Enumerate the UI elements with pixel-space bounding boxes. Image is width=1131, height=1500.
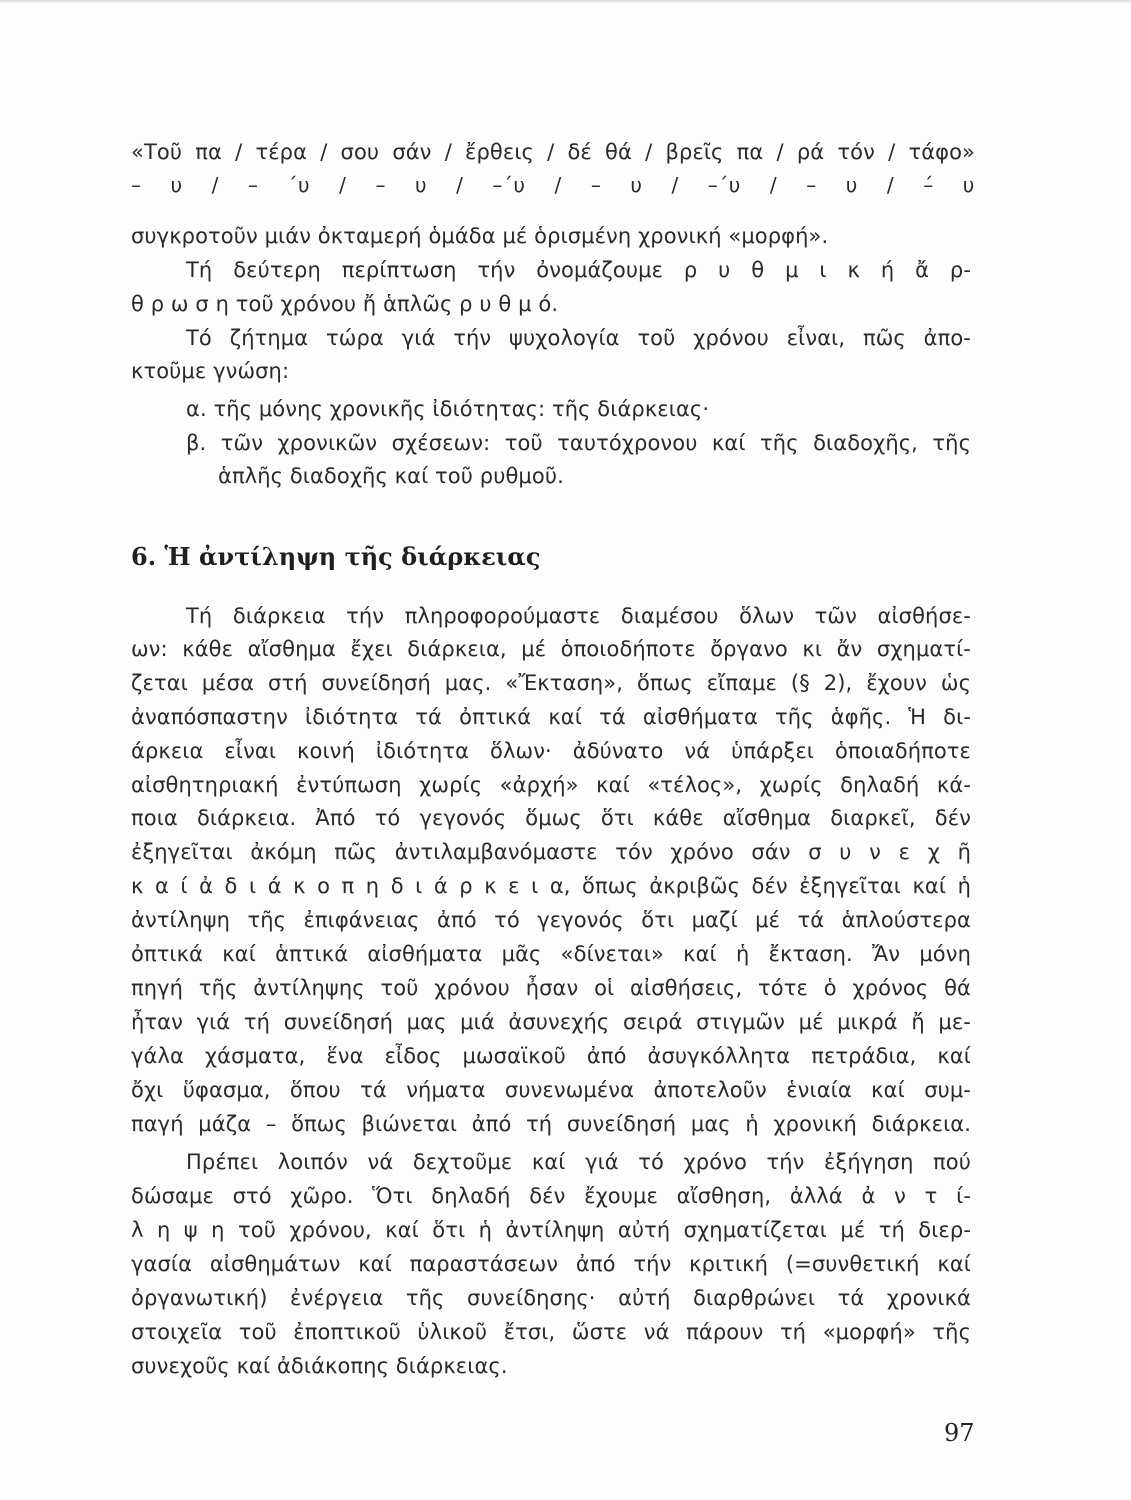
text-line: λ η ψ η τοῦ χρόνου, καί ὅτι ἡ ἀντίληψη αὐτή σχηματίζεται μέ τή διερ- <box>131 1218 971 1242</box>
text-line: ζεται μέσα στή συνείδησή μας. «Ἔκταση», ὅπως εἴπαμε (§ 2), ἔχουν ὡς <box>131 671 971 695</box>
scansion-mark: υ <box>962 173 975 197</box>
text-line: συνεχοῦς καί ἀδιάκοπης διάρκειας. <box>131 1354 508 1378</box>
scansion-mark: / <box>671 173 679 197</box>
scansion-mark: ΄υ <box>287 173 311 197</box>
text-line: Πρέπει λοιπόν νά δεχτοῦμε καί γιά τό χρόνο τήν ἐξήγηση πού <box>186 1150 971 1174</box>
text-line: παγή μάζα – ὅπως βιώνεται ἀπό τή συνείδησή μας ἡ χρονική διάρκεια. <box>131 1112 971 1136</box>
list-item-a: α. τῆς μόνης χρονικῆς ἰδιότητας: τῆς διάρκειας· <box>186 397 710 421</box>
scansion-mark: – <box>806 173 817 197</box>
list-item-b: β. τῶν χρονικῶν σχέσεων: τοῦ ταυτόχρονου καί τῆς διαδοχῆς, τῆς <box>186 431 971 455</box>
scansion-mark: – <box>590 173 602 197</box>
scansion-mark: υ <box>170 173 183 197</box>
scansion-mark: –΄υ <box>492 173 526 197</box>
text-line: γάλα χάσματα, ἕνα εἶδος μωσαϊκοῦ ἀπό ἀσυγκόλλητα πετράδια, καί <box>131 1044 971 1068</box>
text-line: ἦταν γιά τή συνείδησή μας μιά ἀσυνεχής σειρά στιγμῶν μέ μικρά ἤ με- <box>131 1010 971 1034</box>
scansion-mark: / <box>339 173 347 197</box>
scansion-mark: / <box>211 173 219 197</box>
scansion-mark: υ <box>845 173 858 197</box>
text-line: στοιχεῖα τοῦ ἐποπτικοῦ ὑλικοῦ ἔτσι, ὥστε νά πάρουν τή «μορφή» τῆς <box>131 1320 971 1344</box>
scansion-mark: – <box>131 173 142 197</box>
text-line: ὄχι ὕφασμα, ὅπου τά νήματα συνενωμένα ἀποτελοῦν ἑνιαία καί συμ- <box>131 1078 971 1102</box>
text-line: Τή δεύτερη περίπτωση τήν ὀνομάζουμε ρ υ θ μ ι κ ή ἄ ρ- <box>186 258 971 282</box>
text-line: πηγή τῆς ἀντίληψης τοῦ χρόνου ἦσαν οἱ αἰσθήσεις, τότε ὁ χρόνος θά <box>131 976 971 1000</box>
text-line: ὀπτικά καί ἁπτικά αἰσθήματα μᾶς «δίνεται» καί ἡ ἔκταση. Ἄν μόνη <box>131 942 971 966</box>
section-heading: 6. Ἡ ἀντίληψη τῆς διάρκειας <box>131 542 541 571</box>
scansion-mark: υ <box>414 173 428 197</box>
text-line: ἀναπόσπαστην ἰδιότητα τά ὀπτικά καί τά αἰσθήματα τῆς ἁφῆς. Ἡ δι- <box>131 705 971 729</box>
text-line: Τό ζήτημα τώρα γιά τήν ψυχολογία τοῦ χρόνου εἶναι, πῶς ἀπο- <box>186 326 971 350</box>
text-line: αἰσθητηριακή ἐντύπωση χωρίς «ἀρχή» καί «τέλος», χωρίς δηλαδή κά- <box>131 773 971 797</box>
text-line: συγκροτοῦν μιάν ὀκταμερή ὁμάδα μέ ὁρισμένη χρονική «μορφή». <box>131 224 829 248</box>
scansion-mark: / <box>456 173 464 197</box>
metrical-scansion <box>131 170 975 200</box>
text-line: κτοῦμε γνώση: <box>131 359 290 383</box>
scansion-mark: –́ <box>923 173 934 197</box>
text-line: ων: κάθε αἴσθημα ἔχει διάρκεια, μέ ὁποιοδήποτε ὄργανο κι ἄν σχηματί- <box>131 637 971 661</box>
text-line: θ ρ ω σ η τοῦ χρόνου ἤ ἁπλῶς ρ υ θ μ ό. <box>131 292 559 316</box>
scansion-mark: – <box>375 173 386 197</box>
scansion-mark: / <box>554 173 562 197</box>
text-line: δώσαμε στό χῶρο. Ὅτι δηλαδή δέν ἔχουμε αἴσθηση, ἀλλά ἀ ν τ ί- <box>131 1184 971 1208</box>
scansion-mark: – <box>247 173 259 197</box>
scansion-mark: / <box>886 173 895 197</box>
text-line: ποια διάρκεια. Ἀπό τό γεγονός ὅμως ὅτι κάθε αἴσθημα διαρκεῖ, δέν <box>131 806 971 830</box>
text-line: ἀντίληψη τῆς ἐπιφάνειας ἀπό τό γεγονός ὅτι μαζί μέ τά ἁπλούστερα <box>131 908 971 932</box>
page-number: 97 <box>944 1419 975 1447</box>
text-line: άρκεια εἶναι κοινή ἰδιότητα ὅλων· ἀδύνατο νά ὑπάρξει ὁποιαδήποτε <box>131 739 971 763</box>
list-item-b-continuation: ἁπλῆς διαδοχῆς καί τοῦ ρυθμοῦ. <box>218 464 564 488</box>
page-edge-shadow <box>0 0 1131 4</box>
verse-line: «Τοῦ πα / τέρα / σου σάν / ἔρθεις / δέ θά / βρεῖς πα / ρά τόν / τάφο» <box>131 140 975 164</box>
text-line: κ α ί ἀ δ ι ά κ ο π η δ ι ά ρ κ ε ι α, ὅπως ἀκριβῶς δέν ἐξηγεῖται καί ἡ <box>131 874 971 898</box>
text-line: Τή διάρκεια τήν πληροφορούμαστε διαμέσου ὅλων τῶν αἰσθήσε- <box>186 604 971 628</box>
scansion-mark: / <box>769 173 778 197</box>
text-line: ἐξηγεῖται ἀκόμη πῶς ἀντιλαμβανόμαστε τόν χρόνο σάν σ υ ν ε χ ῆ <box>131 840 971 864</box>
text-line: γασία αἰσθημάτων καί παραστάσεων ἀπό τήν κριτική (=συνθετική καί <box>131 1252 971 1276</box>
scansion-mark: –΄υ <box>707 173 741 197</box>
scansion-mark: υ <box>630 173 643 197</box>
text-line: ὀργανωτική) ἐνέργεια τῆς συνείδησης· αὐτή διαρθρώνει τά χρονικά <box>131 1286 971 1310</box>
